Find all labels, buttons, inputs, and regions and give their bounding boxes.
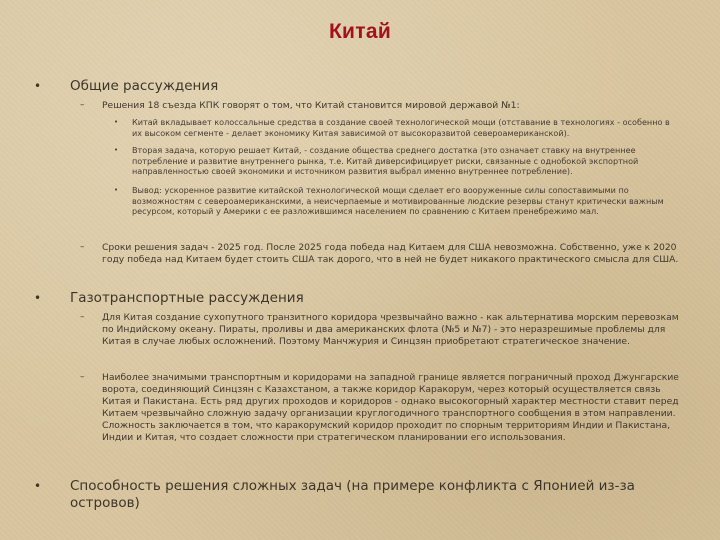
bullet-marker: • bbox=[34, 479, 42, 493]
dash-marker: – bbox=[80, 372, 85, 382]
sub-bullet-deadlines bbox=[80, 242, 680, 266]
sub-sub-bullet-text: Вывод: ускоренное развитие китайской технологической мощи сделает его вооруженные силы сопоставимыми по возможностям с североамериканскими, а неисчерпаемые и мотивированные людские резервы станут критически важным ресурсом, который у Америки с ее разложившимся населением по сравнению с Китаем пренебрежимо мал. bbox=[132, 185, 664, 216]
sub-sub-bullet-conclusion bbox=[114, 185, 680, 217]
bullet-marker: • bbox=[114, 186, 119, 194]
sub-bullet-text: Сроки решения задач - 2025 год. После 2025 года победа над Китаем для США невозможна. Собственно, уже к 2020 году победа над Китаем будет стоить США так дорого, что в ней не будет никакого практического смысла для США. bbox=[102, 242, 679, 265]
sub-bullet-text: Для Китая создание сухопутного транзитного коридора чрезвычайно важно - как альтернатива морским перевозкам по Индийскому океану. Пираты, проливы и два американских флота (№5 и №7) - это неразрешимые проблемы для Китая в случае любых осложнений. Поэтому Манчжурия и Синцзян приобретают стратегическое значение. bbox=[102, 312, 679, 347]
sub-sub-bullet-middle-class bbox=[114, 145, 680, 177]
bullet-gas-transport bbox=[34, 290, 694, 307]
dash-marker: – bbox=[80, 100, 85, 110]
bullet-marker: • bbox=[114, 118, 119, 126]
sub-sub-bullet-text: Китай вкладывает колоссальные средства в создание своей технологической мощи (отставание в технологиях - особенно в их высоком сегменте - делает экономику Китая зависимой от высокоразвитой североамериканской). bbox=[132, 117, 670, 138]
sub-sub-bullet-text: Вторая задача, которую решает Китай, - создание общества среднего достатка (это означает ставку на внутреннее потребление и развитие внутреннего рынка, т.е. Китай диверсифицирует риски, связанные с однобокой экспортной направленностью своей экономики и источником развития выбрал именно внутреннее потребление). bbox=[132, 145, 639, 176]
sub-bullet-western-corridors bbox=[80, 372, 680, 443]
bullet-text: Общие рассуждения bbox=[70, 78, 219, 94]
bullet-text: Способность решения сложных задач (на примере конфликта с Японией из-за островов) bbox=[70, 478, 635, 511]
bullet-marker: • bbox=[34, 79, 42, 93]
sub-bullet-text: Решения 18 съезда КПК говорят о том, что Китай становится мировой державой №1: bbox=[102, 100, 520, 111]
sub-bullet-text: Наиболее значимыми транспортным и коридорами на западной границе является пограничный проход Джунгарские ворота, соединяющий Синцзян с Казахстаном, а также коридор Каракорум, через который осуществляется связь Китая и Пакистана. Есть ряд других проходов и коридоров - однако высокогорный характер местности ставит перед Китаем чрезвычайно сложную задачу организации круглогодичного транспортного сообщения в этом направлении. Сложность заключается в том, что каракорумский коридор проходит по спорным территориям Индии и Пакистана, Индии и Китая, что создает сложности при стратегическом планировании его использования. bbox=[102, 372, 679, 443]
bullet-marker: • bbox=[114, 146, 119, 154]
bullet-marker: • bbox=[34, 291, 42, 305]
sub-bullet-land-corridor bbox=[80, 312, 680, 348]
slide-title: Китай bbox=[328, 20, 392, 43]
dash-marker: – bbox=[80, 242, 85, 252]
dash-marker: – bbox=[80, 312, 85, 322]
sub-sub-bullet-tech-power bbox=[114, 117, 680, 138]
sub-bullet-congress-decisions bbox=[80, 100, 680, 112]
bullet-text: Газотранспортные рассуждения bbox=[70, 290, 304, 306]
bullet-general-reasoning bbox=[34, 78, 694, 95]
bullet-complex-tasks bbox=[34, 478, 694, 512]
